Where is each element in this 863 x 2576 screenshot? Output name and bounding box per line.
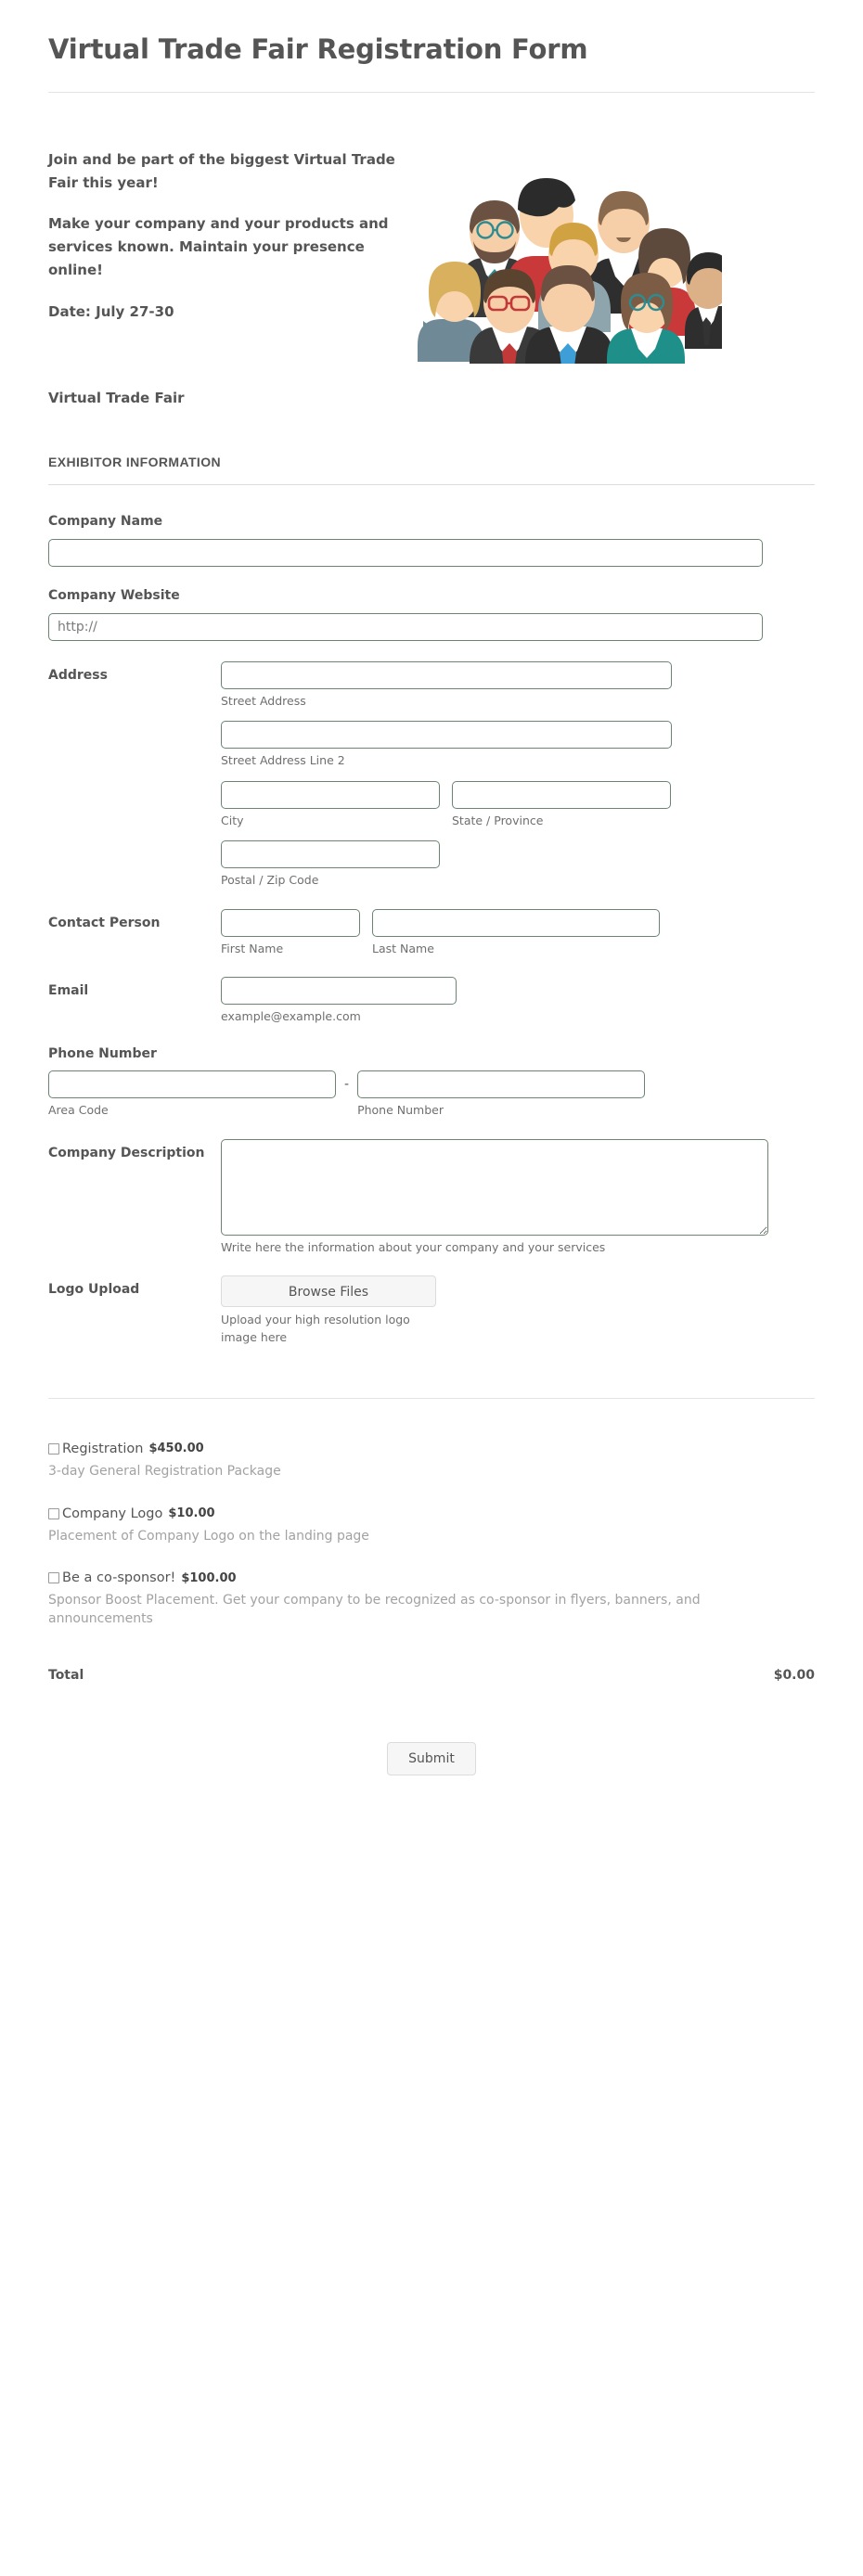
product-price: $450.00 <box>148 1442 204 1456</box>
area-code-sublabel: Area Code <box>48 1103 109 1118</box>
area-code-group <box>48 1070 336 1119</box>
last-name-sublabel: Last Name <box>372 941 434 955</box>
last-name-input[interactable] <box>372 909 660 937</box>
submit-button[interactable]: Submit <box>387 1742 476 1775</box>
browse-files-button[interactable]: Browse Files <box>221 1275 436 1307</box>
state-group <box>452 781 671 829</box>
logo-upload-label: Logo Upload <box>48 1282 140 1298</box>
contact-person-inputs <box>221 909 815 957</box>
first-name-input[interactable] <box>221 909 360 937</box>
company-description-inputs <box>221 1139 815 1256</box>
area-code-input[interactable] <box>48 1070 336 1098</box>
company-website-label: Company Website <box>48 587 180 603</box>
submit-area <box>0 1683 863 1775</box>
phone-number-input[interactable] <box>357 1070 645 1098</box>
phone-separator: - <box>344 1077 350 1093</box>
product-item <box>48 1506 815 1546</box>
email-label: Email <box>48 983 89 999</box>
street-address-2-sublabel: Street Address Line 2 <box>221 753 345 768</box>
business-people-group-illustration <box>406 113 722 364</box>
company-name-label: Company Name <box>48 513 163 529</box>
products-list <box>0 1399 863 1630</box>
product-item <box>48 1570 815 1629</box>
logo-upload-control <box>221 1275 815 1345</box>
name-pair <box>221 909 815 957</box>
address-inputs <box>221 661 815 889</box>
phone-number-inputs <box>48 1070 815 1119</box>
intro-paragraph-1: Join and be part of the biggest Virtual Trade Fair this year! <box>48 150 395 191</box>
field-company-name <box>48 493 815 567</box>
street-address-2-input[interactable] <box>221 721 672 749</box>
company-description-sublabel: Write here the information about your company and your services <box>221 1239 606 1254</box>
product-name: Registration <box>62 1441 144 1456</box>
postal-zip-sublabel: Postal / Zip Code <box>221 873 319 888</box>
email-sublabel: example@example.com <box>221 1009 361 1024</box>
product-company-logo-row[interactable] <box>48 1506 815 1521</box>
checkbox-icon[interactable] <box>48 1572 59 1583</box>
product-co-sponsor-row[interactable] <box>48 1570 815 1585</box>
logo-upload-note: Upload your high resolution logo image here <box>221 1313 410 1344</box>
field-logo-upload <box>48 1255 815 1345</box>
phone-number-group <box>357 1070 645 1119</box>
company-description-textarea[interactable] <box>221 1139 768 1236</box>
email-inputs <box>221 977 815 1025</box>
street-address-sublabel: Street Address <box>221 693 306 708</box>
product-description: Sponsor Boost Placement. Get your company to be recognized as co-sponsor in flyers, banners, and announcements <box>48 1593 701 1627</box>
product-price: $10.00 <box>168 1506 215 1521</box>
last-name-group <box>372 909 660 957</box>
total-value: $0.00 <box>773 1668 815 1684</box>
page-title: Virtual Trade Fair Registration Form <box>48 33 588 65</box>
total-label: Total <box>48 1668 84 1684</box>
street-address-2-group <box>221 721 815 769</box>
product-description: Placement of Company Logo on the landing page <box>48 1528 369 1544</box>
product-name: Be a co-sponsor! <box>62 1570 176 1586</box>
section-divider <box>48 484 815 485</box>
city-state-group <box>221 781 815 829</box>
company-website-input[interactable] <box>48 613 763 641</box>
field-contact-person <box>48 889 815 957</box>
company-description-label: Company Description <box>48 1145 205 1160</box>
product-price: $100.00 <box>181 1570 237 1585</box>
contact-person-label: Contact Person <box>48 915 161 930</box>
city-input[interactable] <box>221 781 440 809</box>
email-input[interactable] <box>221 977 457 1005</box>
state-province-input[interactable] <box>452 781 671 809</box>
intro-section <box>0 93 863 343</box>
field-phone-number <box>48 1025 815 1119</box>
total-row <box>0 1629 863 1683</box>
product-item <box>48 1442 815 1481</box>
address-label: Address <box>48 667 108 683</box>
form-subheading: Virtual Trade Fair <box>48 389 185 406</box>
intro-paragraph-3: Date: July 27-30 <box>48 302 174 320</box>
field-company-description <box>48 1119 815 1256</box>
street-address-input[interactable] <box>221 661 672 689</box>
product-name: Company Logo <box>62 1506 163 1521</box>
intro-paragraph-2: Make your company and your products and services known. Maintain your presence online! <box>48 215 389 278</box>
exhibitor-information-section-header <box>0 406 863 485</box>
checkbox-icon[interactable] <box>48 1443 59 1455</box>
company-name-input[interactable] <box>48 539 763 567</box>
field-email <box>48 956 815 1025</box>
field-address <box>48 641 815 889</box>
first-name-group <box>221 909 360 957</box>
phone-number-sublabel: Phone Number <box>357 1103 444 1118</box>
form-header <box>0 0 863 93</box>
phone-number-label: Phone Number <box>48 1045 157 1061</box>
city-sublabel: City <box>221 813 244 827</box>
form-body <box>0 493 863 1346</box>
postal-zip-input[interactable] <box>221 840 440 868</box>
product-registration-row[interactable] <box>48 1442 815 1456</box>
city-group <box>221 781 440 829</box>
state-province-sublabel: State / Province <box>452 813 544 827</box>
zip-group <box>221 840 815 889</box>
section-title: EXHIBITOR INFORMATION <box>48 454 221 469</box>
street-address-group <box>221 661 815 710</box>
checkbox-icon[interactable] <box>48 1508 59 1519</box>
intro-text-block <box>48 148 419 324</box>
product-description: 3-day General Registration Package <box>48 1463 281 1479</box>
field-company-website <box>48 567 815 641</box>
first-name-sublabel: First Name <box>221 941 284 955</box>
